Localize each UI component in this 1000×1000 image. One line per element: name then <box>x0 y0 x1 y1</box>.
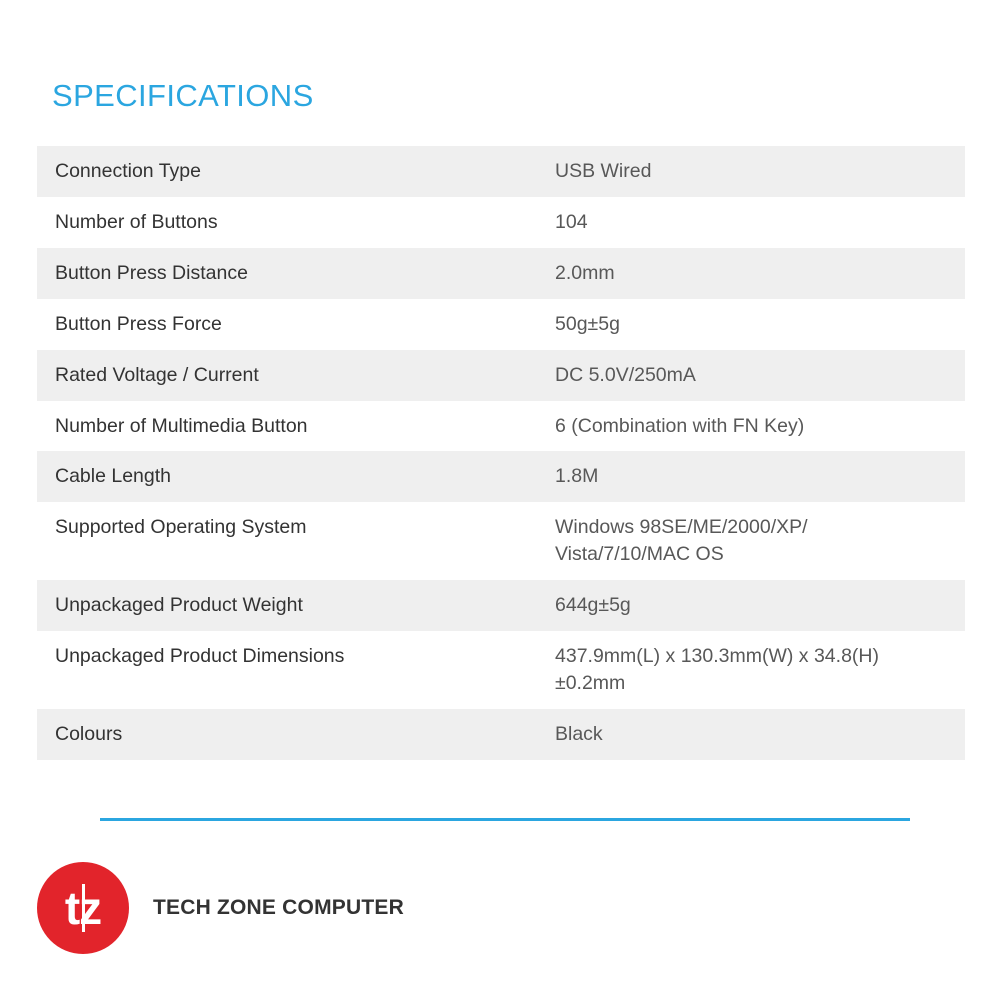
spec-label: Connection Type <box>55 160 201 182</box>
spec-value: 50g±5g <box>555 312 620 335</box>
table-row <box>37 299 965 350</box>
table-row <box>37 580 965 631</box>
spec-label: Button Press Force <box>55 312 222 335</box>
spec-label: Colours <box>55 722 123 745</box>
spec-value: 6 (Combination with FN Key) <box>555 414 805 437</box>
specifications-table <box>37 146 965 760</box>
table-row <box>37 709 965 760</box>
logo-text: tz <box>64 882 102 934</box>
spec-value: Black <box>555 722 603 745</box>
specifications-table-body <box>37 146 965 760</box>
table-row <box>37 197 965 248</box>
table-row <box>37 146 965 197</box>
spec-value: DC 5.0V/250mA <box>555 363 696 386</box>
section-divider <box>100 818 910 821</box>
spec-value: USB Wired <box>555 160 652 182</box>
spec-value: 644g±5g <box>555 594 631 617</box>
table-row <box>37 451 965 502</box>
spec-value: Windows 98SE/ME/2000/XP/ Vista/7/10/MAC OS <box>555 516 808 566</box>
table-row <box>37 502 965 580</box>
table-row <box>37 631 965 709</box>
spec-label: Number of Buttons <box>55 210 218 233</box>
spec-label: Number of Multimedia Button <box>55 414 308 437</box>
footer-branding <box>37 862 404 954</box>
spec-label: Rated Voltage / Current <box>55 363 259 386</box>
spec-label: Button Press Distance <box>55 261 248 284</box>
spec-label: Supported Operating System <box>55 516 307 539</box>
spec-value: 1.8M <box>555 465 599 488</box>
table-row <box>37 350 965 401</box>
tech-zone-logo-icon <box>37 862 129 954</box>
spec-value: 437.9mm(L) x 130.3mm(W) x 34.8(H)±0.2mm <box>555 645 879 694</box>
spec-label: Unpackaged Product Weight <box>55 594 303 617</box>
spec-label: Unpackaged Product Dimensions <box>55 645 345 668</box>
spec-label: Cable Length <box>55 465 172 488</box>
spec-value: 2.0mm <box>555 261 615 284</box>
table-row <box>37 248 965 299</box>
table-row <box>37 401 965 452</box>
brand-name: TECH ZONE COMPUTER <box>153 896 404 919</box>
spec-value: 104 <box>555 210 588 233</box>
page-title: SPECIFICATIONS <box>52 78 314 113</box>
